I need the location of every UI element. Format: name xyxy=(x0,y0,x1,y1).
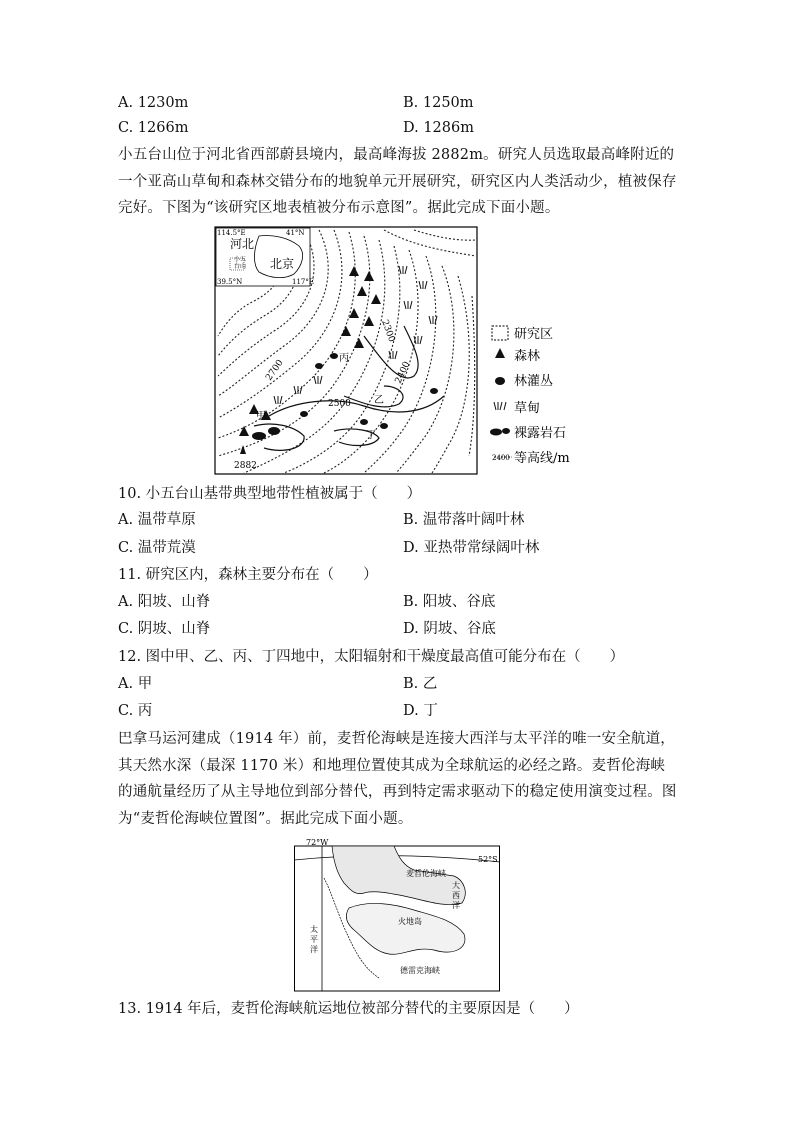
question-10-stem: 10. 小五台山基带典型地带性植被属于（ ） xyxy=(118,486,422,502)
svg-text:西: 西 xyxy=(452,891,460,900)
svg-text:森林: 森林 xyxy=(514,349,541,364)
svg-text:平: 平 xyxy=(310,935,318,944)
option-c: C. 1266m xyxy=(118,120,189,136)
svg-text:河北: 河北 xyxy=(230,237,255,251)
svg-text:台山: 台山 xyxy=(234,263,247,270)
svg-text:林灌丛: 林灌丛 xyxy=(514,374,554,389)
q11-option-b: B. 阳坡、谷底 xyxy=(403,594,496,610)
option-a: A. 1230m xyxy=(118,95,189,111)
q12-option-c: C. 丙 xyxy=(118,703,153,719)
svg-text:小五: 小五 xyxy=(234,256,247,263)
svg-text:德雷克海峡: 德雷克海峡 xyxy=(400,966,440,975)
option-d: D. 1286m xyxy=(403,120,474,136)
svg-text:41°N: 41°N xyxy=(286,229,305,237)
svg-text:72°W: 72°W xyxy=(306,838,329,847)
q12-option-b: B. 乙 xyxy=(403,676,438,692)
svg-text:2300: 2300 xyxy=(379,318,397,344)
svg-text:39.5°N: 39.5°N xyxy=(217,278,243,286)
svg-text:117°E: 117°E xyxy=(292,278,314,286)
svg-text:丁: 丁 xyxy=(366,430,376,441)
svg-text:火地岛: 火地岛 xyxy=(398,917,422,926)
q12-option-a: A. 甲 xyxy=(118,676,153,692)
svg-text:裸露岩石: 裸露岩石 xyxy=(514,426,567,441)
svg-text:2400: 2400 xyxy=(393,360,413,386)
passage-xiaowutai: 小五台山位于河北省西部蔚县境内，最高峰海拔 2882m。研究人员选取最高峰附近的一个亚高山草甸和森林交错分布的地貌单元开展研究，研究区内人类活动少，植被保存完好。下图为“该研究区地表植被分布示意图”。据此完成下面小题。 xyxy=(118,147,677,216)
q11-option-c: C. 阴坡、山脊 xyxy=(118,621,211,637)
svg-text:大: 大 xyxy=(452,881,460,890)
svg-text:2700: 2700 xyxy=(264,358,286,383)
svg-text:洋: 洋 xyxy=(452,901,460,910)
svg-text:太: 太 xyxy=(310,925,318,934)
svg-text:乙: 乙 xyxy=(374,395,384,406)
q10-option-d: D. 亚热带常绿阔叶林 xyxy=(403,540,540,556)
q10-option-c: C. 温带荒漠 xyxy=(118,540,196,556)
svg-text:草甸: 草甸 xyxy=(514,401,541,416)
passage-magellan: 巴拿马运河建成（1914 年）前，麦哲伦海峡是连接大西洋与太平洋的唯一安全航道，其天然水深（最深 1170 米）和地理位置使其成为全球航运的必经之路。麦哲伦海峡的通航量经历了从主导地位到部分替代，再到特定需求驱动下的稳定使用演变过程。图为“麦哲伦海峡位置图”。据此完成下面小题。 xyxy=(118,731,677,827)
q10-option-b: B. 温带落叶阔叶林 xyxy=(403,512,525,528)
svg-text:研究区: 研究区 xyxy=(514,327,554,342)
question-12-stem: 12. 图中甲、乙、丙、丁四地中，太阳辐射和干燥度最高值可能分布在（ ） xyxy=(118,649,625,665)
q12-option-d: D. 丁 xyxy=(403,703,438,719)
svg-text:丙: 丙 xyxy=(339,353,349,364)
q11-option-d: D. 阴坡、谷底 xyxy=(403,621,496,637)
q11-option-a: A. 阳坡、山脊 xyxy=(118,594,211,610)
option-b: B. 1250m xyxy=(403,95,474,111)
svg-text:麦哲伦海峡: 麦哲伦海峡 xyxy=(406,869,446,878)
vegetation-map xyxy=(214,226,594,476)
q10-option-a: A. 温带草原 xyxy=(118,512,196,528)
svg-text:北京: 北京 xyxy=(270,257,295,271)
svg-text:2882: 2882 xyxy=(234,461,257,471)
svg-text:52°S: 52°S xyxy=(478,855,498,864)
question-11-stem: 11. 研究区内，森林主要分布在（ ） xyxy=(118,567,378,583)
svg-text:等高线/m: 等高线/m xyxy=(514,451,570,466)
question-13-stem: 13. 1914 年后，麦哲伦海峡航运地位被部分替代的主要原因是（ ） xyxy=(118,1001,579,1017)
svg-text:114.5°E: 114.5°E xyxy=(217,229,246,237)
svg-text:2400: 2400 xyxy=(492,454,510,462)
svg-text:2500: 2500 xyxy=(328,399,351,409)
svg-text:洋: 洋 xyxy=(310,945,318,954)
magellan-map xyxy=(294,838,500,992)
svg-text:甲: 甲 xyxy=(256,411,266,422)
